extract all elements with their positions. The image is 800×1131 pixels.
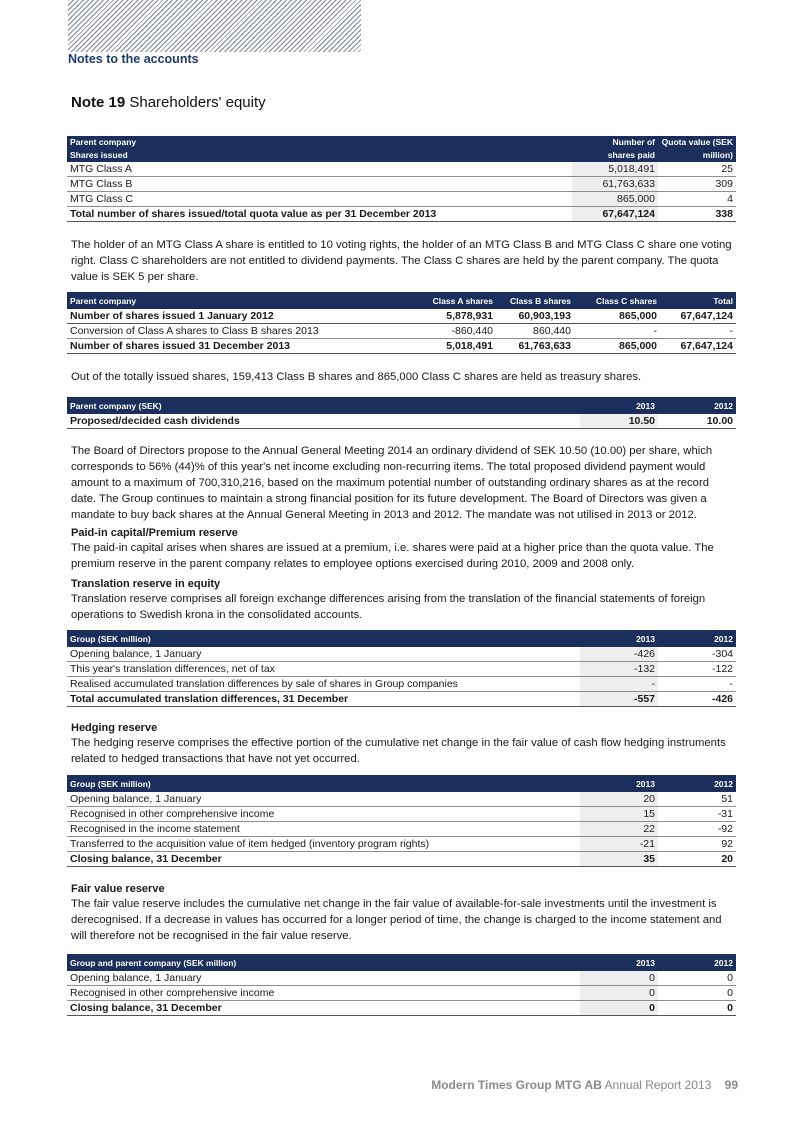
header-hatch-pattern [68, 0, 361, 52]
table-header-2013: 2013 [580, 630, 658, 647]
note-title [71, 94, 266, 111]
footer-company: Modern Times Group MTG AB [431, 1078, 602, 1092]
table-header-2012: 2012 [658, 630, 736, 647]
footer-report: Annual Report 2013 [604, 1078, 712, 1092]
table-header-2013: 2013 [580, 775, 658, 792]
table-total-row: Total accumulated translation differences, 31 December -557 -426 [67, 692, 736, 707]
table-header-total: Total [660, 292, 736, 309]
table-row: Opening balance, 1 January -426 -304 [67, 647, 736, 662]
table-row: Conversion of Class A shares to Class B shares 2013 -860,440 860,440 - - [67, 324, 736, 339]
table-header-class-a: Class A shares [408, 292, 496, 309]
shares-issued-table [67, 136, 736, 222]
page-number: 99 [724, 1078, 738, 1092]
fair-value-reserve-table [67, 954, 736, 1016]
dividends-table [67, 397, 736, 429]
table-header-label: Group (SEK million) [67, 775, 580, 792]
hedging-reserve-table [67, 775, 736, 867]
paragraph-translation-reserve: Translation reserve comprises all foreign exchange differences arising from the translation of the financial statements of foreign operations to Swedish krona in the consolidated accounts. [71, 593, 706, 621]
table-row: Realised accumulated translation differences by sale of shares in Group companies - - [67, 677, 736, 692]
table-header-2012: 2012 [658, 954, 736, 971]
table-header-label: Group and parent company (SEK million) [67, 954, 580, 971]
table-row: Opening balance, 1 January 0 0 [67, 971, 736, 986]
paragraph-dividend-proposal: The Board of Directors propose to the Annual General Meeting 2014 an ordinary dividend of SEK 10.50 (10.00) per share, which corresponds to 56% (44)% of this year's net income excluding non-recurring items. The total proposed dividend payment would amount to a maximum of 700,310,216, based on the maximum potential number of outstanding ordinary shares as at the record date. The Group continues to maintain a strong financial position for its future development. The Board of Directors was given a mandate to buy back shares at the Annual General Meeting in 2013 and 2012. The mandate was not utilised in 2013 or 2012. [71, 445, 713, 521]
paragraph-treasury-shares: Out of the totally issued shares, 159,413 Class B shares and 865,000 Class C shares are held as treasury shares. [71, 371, 642, 383]
table-total-row: Total number of shares issued/total quota value as per 31 December 2013 67,647,124 338 [67, 207, 736, 222]
paragraph-fair-value-reserve: The fair value reserve includes the cumulative net change in the fair value of available-for-sale investments until the investment is derecognised. If a decrease in values has occurred for a longer period of time, the change is charged to the income statement and will therefore not be recognised in the fair value reserve. [71, 898, 722, 942]
table-row: This year's translation differences, net of tax -132 -122 [67, 662, 736, 677]
note-number: Note 19 [71, 94, 126, 111]
table-header-2013: 2013 [580, 397, 658, 414]
page-footer [431, 1078, 738, 1092]
table-total-row: Number of shares issued 31 December 2013 5,018,491 61,763,633 865,000 67,647,124 [67, 339, 736, 354]
table-row: Recognised in the income statement 22 -92 [67, 822, 736, 837]
table-row: Opening balance, 1 January 20 51 [67, 792, 736, 807]
heading-paid-in-capital: Paid-in capital/Premium reserve [71, 527, 238, 539]
note-name: Shareholders' equity [129, 94, 266, 111]
heading-hedging-reserve: Hedging reserve [71, 722, 158, 734]
table-header-quota: Quota value (SEK million) [658, 136, 736, 162]
table-row: MTG Class B 61,763,633 309 [67, 177, 736, 192]
table-row: Proposed/decided cash dividends 10.50 10.00 [67, 414, 736, 429]
table-header-2013: 2013 [580, 954, 658, 971]
table-header-2012: 2012 [658, 775, 736, 792]
heading-translation-reserve: Translation reserve in equity [71, 578, 221, 590]
table-header-2012: 2012 [658, 397, 736, 414]
table-total-row: Closing balance, 31 December 0 0 [67, 1001, 736, 1016]
table-row: Recognised in other comprehensive income 15 -31 [67, 807, 736, 822]
table-header-label: Parent company (SEK) [67, 397, 580, 414]
table-row: MTG Class A 5,018,491 25 [67, 162, 736, 177]
table-header-label: Parent company [67, 292, 408, 309]
table-header-label: Group (SEK million) [67, 630, 580, 647]
table-header-label: Parent company Shares issued [67, 136, 572, 162]
section-title: Notes to the accounts [68, 52, 199, 66]
table-row: Number of shares issued 1 January 2012 5,878,931 60,903,193 865,000 67,647,124 [67, 309, 736, 324]
table-row: MTG Class C 865,000 4 [67, 192, 736, 207]
table-header-class-b: Class B shares [496, 292, 574, 309]
table-total-row: Closing balance, 31 December 35 20 [67, 852, 736, 867]
paragraph-voting-rights: The holder of an MTG Class A share is entitled to 10 voting rights, the holder of an MTG Class B and MTG Class C share one voting right. Class C shareholders are not entitled to dividend payments. The Class C shares are held by the parent company. The quota value is SEK 5 per share. [71, 239, 732, 283]
table-row: Transferred to the acquisition value of item hedged (inventory program rights) -21 92 [67, 837, 736, 852]
heading-fair-value-reserve: Fair value reserve [71, 883, 165, 895]
translation-reserve-table [67, 630, 736, 707]
paragraph-hedging-reserve: The hedging reserve comprises the effective portion of the cumulative net change in the fair value of cash flow hedging instruments related to hedged transactions that have not yet occurred. [71, 737, 726, 765]
table-header-class-c: Class C shares [574, 292, 660, 309]
table-header-shares: Number of shares paid [572, 136, 658, 162]
table-row: Recognised in other comprehensive income 0 0 [67, 986, 736, 1001]
shares-movement-table [67, 292, 736, 354]
paragraph-paid-in-capital: The paid-in capital arises when shares are issued at a premium, i.e. shares were paid at a higher price than the quota value. The premium reserve in the parent company relates to employee options exercised during 2010, 2009 and 2008 only. [71, 542, 714, 570]
